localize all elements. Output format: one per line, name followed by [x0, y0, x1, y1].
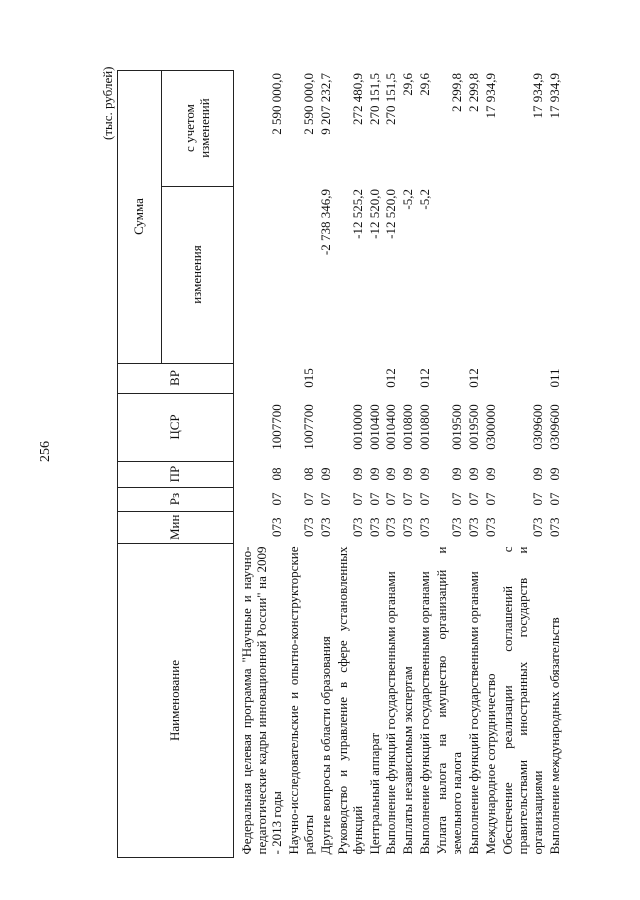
- row-csr: 1007700: [268, 404, 284, 450]
- row-change: [287, 186, 319, 363]
- row-csr: 0309600: [529, 404, 545, 450]
- row-name: Выполнение международных обязательств: [546, 617, 562, 855]
- row-rz: 07: [300, 492, 316, 506]
- row-name: Международное сотрудничество: [483, 673, 499, 855]
- row-csr: 1007700: [300, 404, 316, 450]
- row-total: 9 207 232,7: [317, 73, 333, 135]
- row-csr: 0010400: [383, 404, 399, 450]
- row-change: -5,2: [400, 189, 416, 210]
- row-vr: 011: [546, 368, 562, 388]
- row-rz: 07: [400, 492, 416, 506]
- row-name: Обеспечение реализации соглашений с правительствами иностранных государств и организациями: [500, 546, 545, 855]
- row-csr: [319, 393, 336, 461]
- row-rz: 07: [268, 492, 284, 506]
- row-min: 073: [383, 517, 399, 538]
- row-name: Другие вопросы в области образования: [317, 636, 333, 855]
- row-pr: 09: [466, 467, 482, 481]
- table-row: [467, 70, 484, 857]
- row-total: 2 590 000,0: [268, 73, 284, 135]
- row-pr: 09: [366, 467, 382, 481]
- table-row: [336, 70, 368, 857]
- row-csr: 0019500: [466, 404, 482, 450]
- row-total: 270 151,5: [383, 73, 399, 126]
- row-rz: 07: [529, 492, 545, 506]
- row-min: 073: [317, 517, 333, 538]
- row-min: 073: [400, 517, 416, 538]
- row-pr: 09: [449, 467, 465, 481]
- row-total: 2 590 000,0: [300, 73, 316, 135]
- row-change: [435, 186, 467, 363]
- row-vr: [484, 363, 501, 393]
- row-name: Выполнение функций государственными органами: [417, 571, 433, 855]
- header-rz: Рз: [118, 487, 234, 511]
- row-change: [484, 186, 501, 363]
- row-rz: 07: [383, 492, 399, 506]
- row-csr: 0019500: [449, 404, 465, 450]
- row-change: [234, 186, 287, 363]
- table-row: [418, 70, 435, 857]
- row-min: 073: [366, 517, 382, 538]
- row-csr: 0300000: [483, 404, 499, 450]
- row-min: 073: [529, 517, 545, 538]
- header-min: Мин: [118, 511, 234, 543]
- row-pr: 08: [300, 467, 316, 481]
- row-pr: 08: [268, 467, 284, 481]
- row-min: 073: [483, 517, 499, 538]
- row-vr: [319, 363, 336, 393]
- row-name: Выполнение функций государственными органами: [383, 571, 399, 855]
- row-total: 17 934,9: [529, 73, 545, 119]
- row-rz: 07: [466, 492, 482, 506]
- row-min: 073: [417, 517, 433, 538]
- row-csr: 0309600: [546, 404, 562, 450]
- row-min: 073: [449, 517, 465, 538]
- row-min: 073: [268, 517, 284, 538]
- header-csr: ЦСР: [118, 393, 234, 461]
- table-row: [401, 70, 418, 857]
- row-pr: 09: [546, 467, 562, 481]
- row-total: 272 480,9: [349, 73, 365, 126]
- row-name: Выплаты независимым экспертам: [400, 666, 416, 855]
- row-min: 073: [300, 517, 316, 538]
- row-change: [501, 186, 548, 363]
- row-change: -2 738 346,9: [317, 189, 333, 256]
- units-label: (тыс. рублей): [100, 66, 115, 140]
- row-name: Руководство и управление в сфере установленных функций: [334, 546, 365, 855]
- row-vr: [435, 363, 467, 393]
- row-vr: [501, 363, 548, 393]
- table-row: [384, 70, 401, 857]
- row-pr: 09: [529, 467, 545, 481]
- header-pr: ПР: [118, 461, 234, 487]
- table-row: [234, 70, 287, 857]
- row-vr: [368, 363, 385, 393]
- row-csr: 0010800: [400, 404, 416, 450]
- row-change: -12 520,0: [383, 189, 399, 239]
- row-total: 29,6: [400, 73, 416, 96]
- row-rz: 07: [449, 492, 465, 506]
- table-row: [501, 70, 548, 857]
- row-change: [548, 186, 565, 363]
- row-total: 17 934,9: [483, 73, 499, 119]
- row-total: 2 299,8: [449, 73, 465, 113]
- row-name: Уплата налога на имущество организаций и земельного налога: [434, 546, 465, 855]
- row-name: Центральный аппарат: [366, 732, 382, 855]
- table-row: [435, 70, 467, 857]
- row-total: 2 299,8: [466, 73, 482, 113]
- row-vr: 012: [466, 368, 482, 388]
- row-change: -12 520,0: [366, 189, 382, 239]
- row-rz: 07: [483, 492, 499, 506]
- header-sum: Сумма: [118, 70, 162, 363]
- row-name: Федеральная целевая программа "Научные и научно-педагогические кадры инновационной России" на 2009 - 2013 годы: [239, 546, 284, 855]
- row-rz: 07: [546, 492, 562, 506]
- row-csr: 0010800: [417, 404, 433, 450]
- row-total: 270 151,5: [366, 73, 382, 126]
- row-vr: 012: [417, 368, 433, 388]
- header-with-changes: с учетом изменений: [162, 70, 234, 186]
- row-rz: 07: [366, 492, 382, 506]
- row-vr: [336, 363, 368, 393]
- row-min: 073: [349, 517, 365, 538]
- row-change: -12 525,2: [349, 189, 365, 239]
- row-vr: [401, 363, 418, 393]
- row-vr: [234, 363, 287, 393]
- header-change: изменения: [162, 186, 234, 363]
- table-row: [484, 70, 501, 857]
- table-row: [548, 70, 565, 857]
- page-number: 256: [38, 441, 53, 462]
- row-pr: 09: [349, 467, 365, 481]
- row-min: 073: [546, 517, 562, 538]
- row-pr: 09: [417, 467, 433, 481]
- table-row: [287, 70, 319, 857]
- row-pr: 09: [483, 467, 499, 481]
- row-pr: 09: [383, 467, 399, 481]
- header-name: Наименование: [118, 544, 234, 858]
- table-row: [319, 70, 336, 857]
- row-rz: 07: [349, 492, 365, 506]
- row-name: Выполнение функций государственными органами: [466, 571, 482, 855]
- row-total: 17 934,9: [546, 73, 562, 119]
- row-pr: 09: [317, 467, 333, 481]
- budget-table: [117, 70, 565, 858]
- row-total: 29,6: [417, 73, 433, 96]
- row-change: -5,2: [417, 189, 433, 210]
- row-min: 073: [466, 517, 482, 538]
- row-rz: 07: [417, 492, 433, 506]
- row-rz: 07: [317, 492, 333, 506]
- row-pr: 09: [400, 467, 416, 481]
- row-name: Научно-исследовательские и опытно-конструкторские работы: [285, 546, 316, 855]
- row-csr: 0010400: [366, 404, 382, 450]
- row-csr: 0010000: [349, 404, 365, 450]
- row-vr: 012: [383, 368, 399, 388]
- table-row: [368, 70, 385, 857]
- row-change: [467, 186, 484, 363]
- row-vr: 015: [300, 368, 316, 388]
- header-vr: ВР: [118, 363, 234, 393]
